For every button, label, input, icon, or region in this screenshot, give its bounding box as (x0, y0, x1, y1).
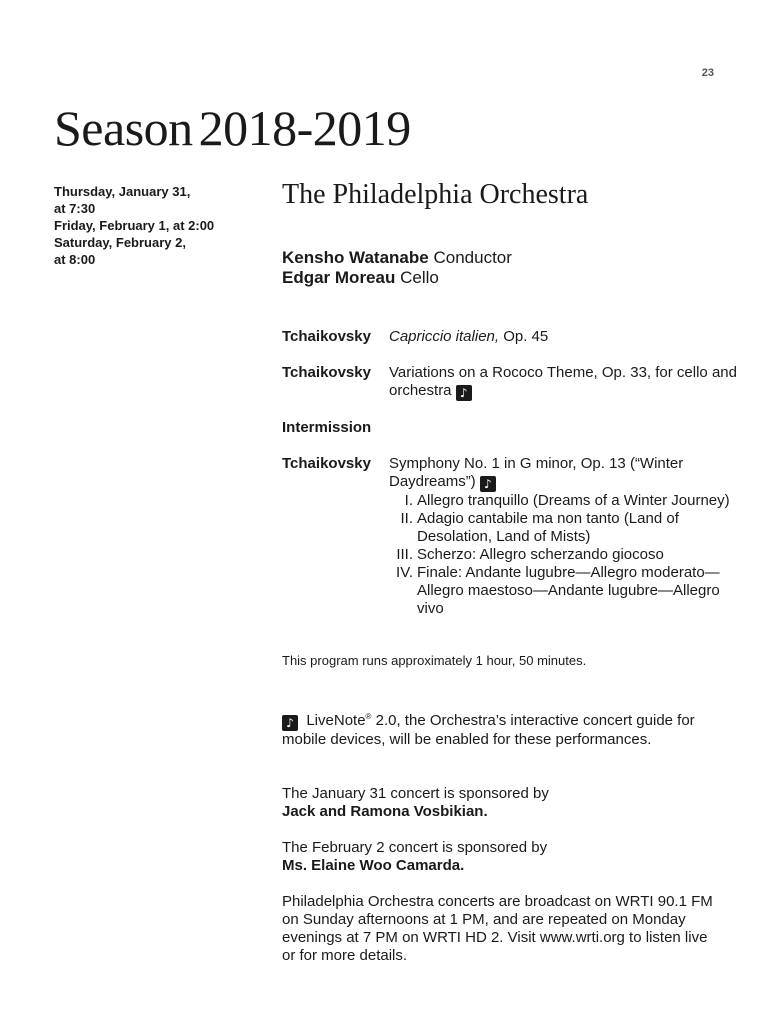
movement: III. Scherzo: Allegro scherzando giocoso (396, 546, 664, 563)
sponsor-name: Ms. Elaine Woo Camarda. (282, 857, 465, 874)
orchestra-name: The Philadelphia Orchestra (282, 179, 589, 210)
artists (282, 248, 742, 288)
artist-name: Edgar Moreau (282, 268, 396, 287)
sponsor-block: The January 31 concert is sponsored by Jack and Ramona Vosbikian. (282, 785, 742, 821)
program-column (282, 178, 742, 965)
program-item (282, 364, 742, 401)
season-word: Season (54, 100, 193, 156)
page-number: 23 (701, 67, 714, 79)
artist-role: Conductor (433, 248, 512, 267)
composer: Tchaikovsky (282, 328, 371, 345)
sponsor-block: The February 2 concert is sponsored by Ms. Elaine Woo Camarda. (282, 839, 742, 875)
date-line: Thursday, January 31, (54, 184, 191, 199)
broadcast-note: Philadelphia Orchestra concerts are broadcast on WRTI 90.1 FM on Sunday afternoons at 1 PM, and are repeated on Monday evenings at 7 PM on WRTI HD 2. Visit www.wrti.org to listen live or for more details. (282, 893, 713, 964)
intermission: Intermission (282, 419, 372, 436)
program-item (282, 328, 742, 346)
piece-title: Capriccio italien, Op. 45 (389, 328, 549, 345)
artist-line (282, 248, 742, 268)
artist-name: Kensho Watanabe (282, 248, 429, 267)
livenote-icon: ♪ (282, 715, 298, 731)
composer: Tchaikovsky (282, 455, 371, 472)
date-line: Friday, February 1, at 2:00 (54, 218, 215, 233)
artist-role: Cello (400, 268, 439, 287)
date-line: at 7:30 (54, 201, 96, 216)
performance-dates (54, 183, 274, 268)
movement: II. Adagio cantabile ma non tanto (Land of Desolation, Land of Mists) (400, 510, 679, 545)
program-item (282, 455, 742, 618)
movement: IV. Finale: Andante lugubre—Allegro moderato—Allegro maestoso—Andante lugubre—Allegro vivo (396, 564, 720, 617)
livenote-icon: ♪ (456, 385, 472, 401)
movement: I. Allegro tranquillo (Dreams of a Winter Journey) (404, 492, 730, 509)
date-line: Saturday, February 2, (54, 235, 186, 250)
runtime-note: This program runs approximately 1 hour, 50 minutes. (282, 653, 587, 668)
livenote-icon: ♪ (480, 476, 496, 492)
date-line: at 8:00 (54, 252, 96, 267)
sponsor-name: Jack and Ramona Vosbikian. (282, 803, 488, 820)
livenote-note: ♪ LiveNote® 2.0, the Orchestra’s interactive concert guide for mobile devices, will be enabled for these performances. (282, 712, 695, 748)
season-heading (54, 100, 411, 156)
artist-line (282, 268, 742, 288)
season-years: 2018-2019 (198, 100, 411, 156)
piece-title: Symphony No. 1 in G minor, Op. 13 (“Winter Daydreams”) ♪ I. Allegro tranquillo (Dreams of a Winter Journey) II. Adagio cantabile ma non tanto (Land of Desolation, Land of Mists) III. Scherzo: Allegro scherzando giocoso IV. Finale: Andante lugubre—Allegro moderato—Allegro maestoso—Andante lugubre—Allegro vivo (389, 455, 742, 618)
composer: Tchaikovsky (282, 364, 371, 381)
piece-title: Variations on a Rococo Theme, Op. 33, for cello and orchestra ♪ (389, 364, 737, 400)
